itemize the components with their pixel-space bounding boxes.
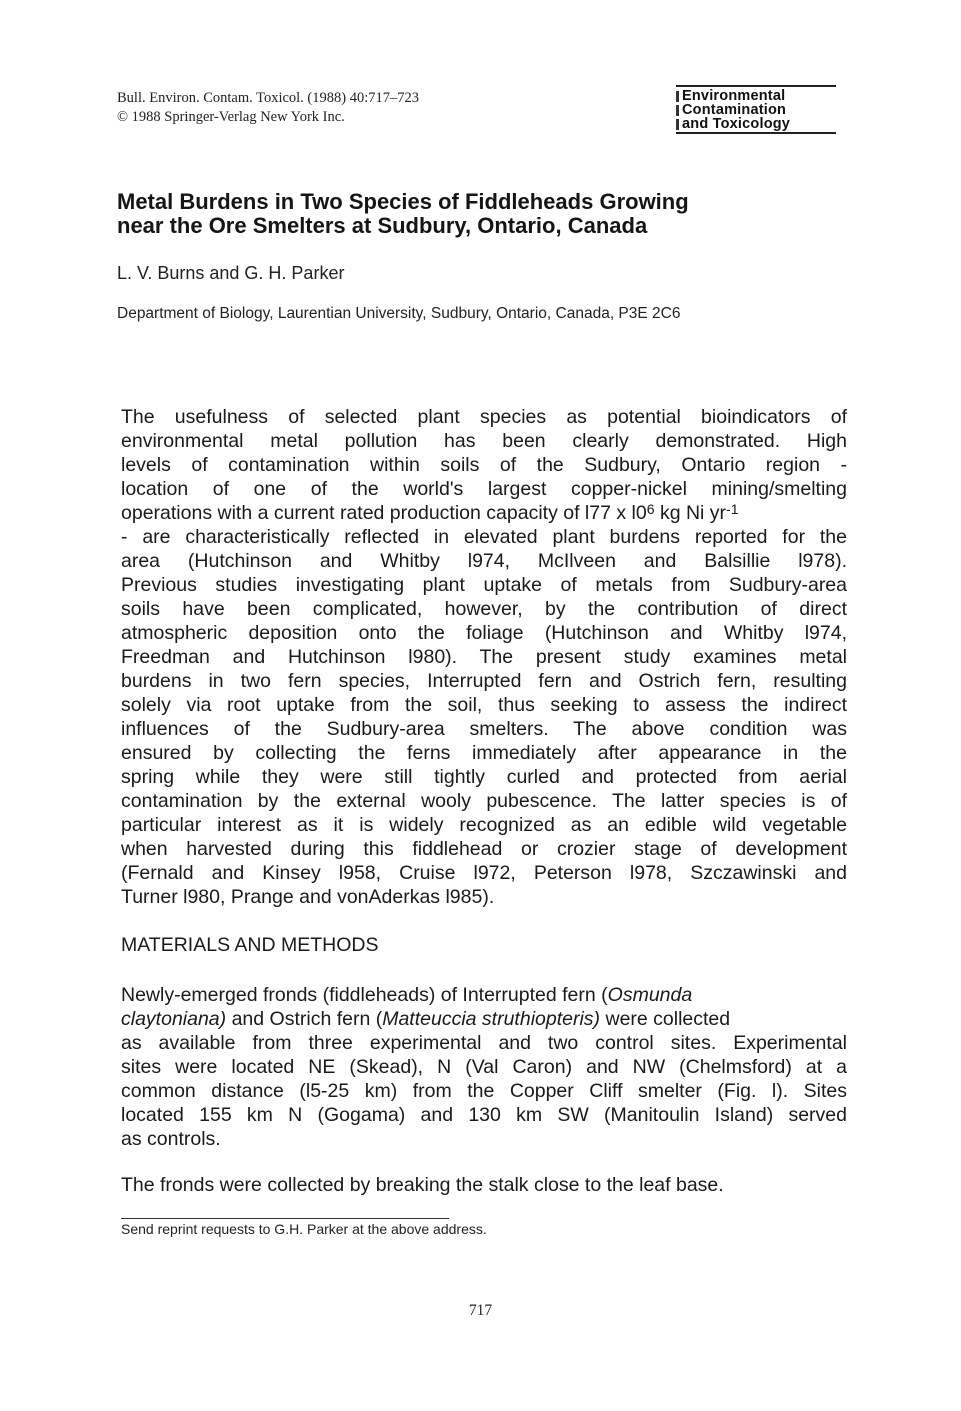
text-line: sites were located NE (Skead), N (Val Caron) and NW (Chelmsford) at a — [121, 1056, 847, 1078]
text-line: The usefulness of selected plant species as potential bioindicators of — [121, 406, 847, 428]
logo-text-1: Environmental — [682, 88, 786, 104]
section-heading-materials-methods: MATERIALS AND METHODS — [121, 934, 379, 956]
footnote-divider — [121, 1218, 449, 1219]
journal-logo — [676, 85, 836, 134]
logo-bar-icon — [676, 119, 679, 130]
logo-text-3: and Toxicology — [682, 116, 791, 132]
text-line: Freedman and Hutchinson l980). The present study examines metal — [121, 646, 847, 668]
superscript-exponent: -1 — [726, 501, 739, 518]
text-segment: Newly-emerged fronds (fiddleheads) of Interrupted fern ( — [121, 984, 608, 1006]
text-segment: operations with a current rated production capacity of l77 x l0 — [121, 502, 647, 524]
intro-paragraph — [121, 405, 847, 909]
text-segment: and Ostrich fern ( — [226, 1008, 383, 1030]
text-segment: kg Ni yr — [654, 502, 727, 524]
logo-line-2 — [676, 103, 836, 117]
text-line: Previous studies investigating plant uptake of metals from Sudbury-area — [121, 574, 847, 596]
journal-citation-block — [117, 89, 537, 127]
text-line-with-superscripts — [121, 501, 847, 525]
paper-title — [117, 190, 837, 238]
title-line-1: Metal Burdens in Two Species of Fiddleheads Growing — [117, 189, 689, 214]
text-line: Turner l980, Prange and vonAderkas l985). — [121, 886, 495, 908]
text-line: located 155 km N (Gogama) and 130 km SW (Manitoulin Island) served — [121, 1104, 847, 1126]
logo-line-1 — [676, 89, 836, 103]
species-name-italic: claytoniana) — [121, 1008, 227, 1030]
text-line: solely via root uptake from the soil, thus seeking to assess the indirect — [121, 694, 847, 716]
text-line — [121, 983, 847, 1007]
text-line: area (Hutchinson and Whitby l974, McIlveen and Balsillie l978). — [121, 550, 847, 572]
fronds-collection-paragraph — [121, 1173, 847, 1197]
text-line: atmospheric deposition onto the foliage (Hutchinson and Whitby l974, — [121, 622, 847, 644]
text-line: burdens in two fern species, Interrupted fern and Ostrich fern, resulting — [121, 670, 847, 692]
logo-line-3 — [676, 117, 836, 131]
text-line: levels of contamination within soils of the Sudbury, Ontario region - — [121, 454, 847, 476]
species-name-italic: Matteuccia struthiopteris) — [382, 1008, 601, 1030]
authors: L. V. Burns and G. H. Parker — [117, 263, 345, 283]
text-line: influences of the Sudbury-area smelters. The above condition was — [121, 718, 847, 740]
page-number: 717 — [468, 1302, 493, 1319]
superscript-exponent: 6 — [646, 501, 655, 518]
text-line: ensured by collecting the ferns immediately after appearance in the — [121, 742, 847, 764]
footnote: Send reprint requests to G.H. Parker at the above address. — [121, 1221, 487, 1237]
text-line: - are characteristically reflected in elevated plant burdens reported for the — [121, 526, 847, 548]
copyright-notice: © 1988 Springer-Verlag New York Inc. — [117, 109, 345, 125]
title-line-2: near the Ore Smelters at Sudbury, Ontario, Canada — [117, 213, 648, 238]
logo-text-2: Contamination — [682, 102, 787, 118]
text-line: spring while they were still tightly curled and protected from aerial — [121, 766, 847, 788]
affiliation: Department of Biology, Laurentian University, Sudbury, Ontario, Canada, P3E 2C6 — [117, 305, 681, 322]
text-line: location of one of the world's largest copper-nickel mining/smelting — [121, 478, 847, 500]
logo-bar-icon — [676, 91, 679, 102]
logo-bar-icon — [676, 105, 679, 116]
methods-paragraph — [121, 983, 847, 1151]
species-name-italic: Osmunda — [607, 984, 693, 1006]
text-line: particular interest as it is widely recognized as an edible wild vegetable — [121, 814, 847, 836]
text-line: The fronds were collected by breaking the stalk close to the leaf base. — [121, 1174, 724, 1196]
text-line: (Fernald and Kinsey l958, Cruise l972, Peterson l978, Szczawinski and — [121, 862, 847, 884]
text-segment: were collected — [600, 1008, 731, 1030]
text-line: as controls. — [121, 1128, 221, 1150]
text-line — [121, 1007, 847, 1031]
text-line: soils have been complicated, however, by the contribution of direct — [121, 598, 847, 620]
journal-citation: Bull. Environ. Contam. Toxicol. (1988) 40:717–723 — [117, 90, 419, 106]
text-line: when harvested during this fiddlehead or crozier stage of development — [121, 838, 847, 860]
text-line: contamination by the external wooly pubescence. The latter species is of — [121, 790, 847, 812]
text-line: common distance (l5-25 km) from the Copper Cliff smelter (Fig. l). Sites — [121, 1080, 847, 1102]
text-line: environmental metal pollution has been clearly demonstrated. High — [121, 430, 847, 452]
text-line: as available from three experimental and two control sites. Experimental — [121, 1032, 847, 1054]
